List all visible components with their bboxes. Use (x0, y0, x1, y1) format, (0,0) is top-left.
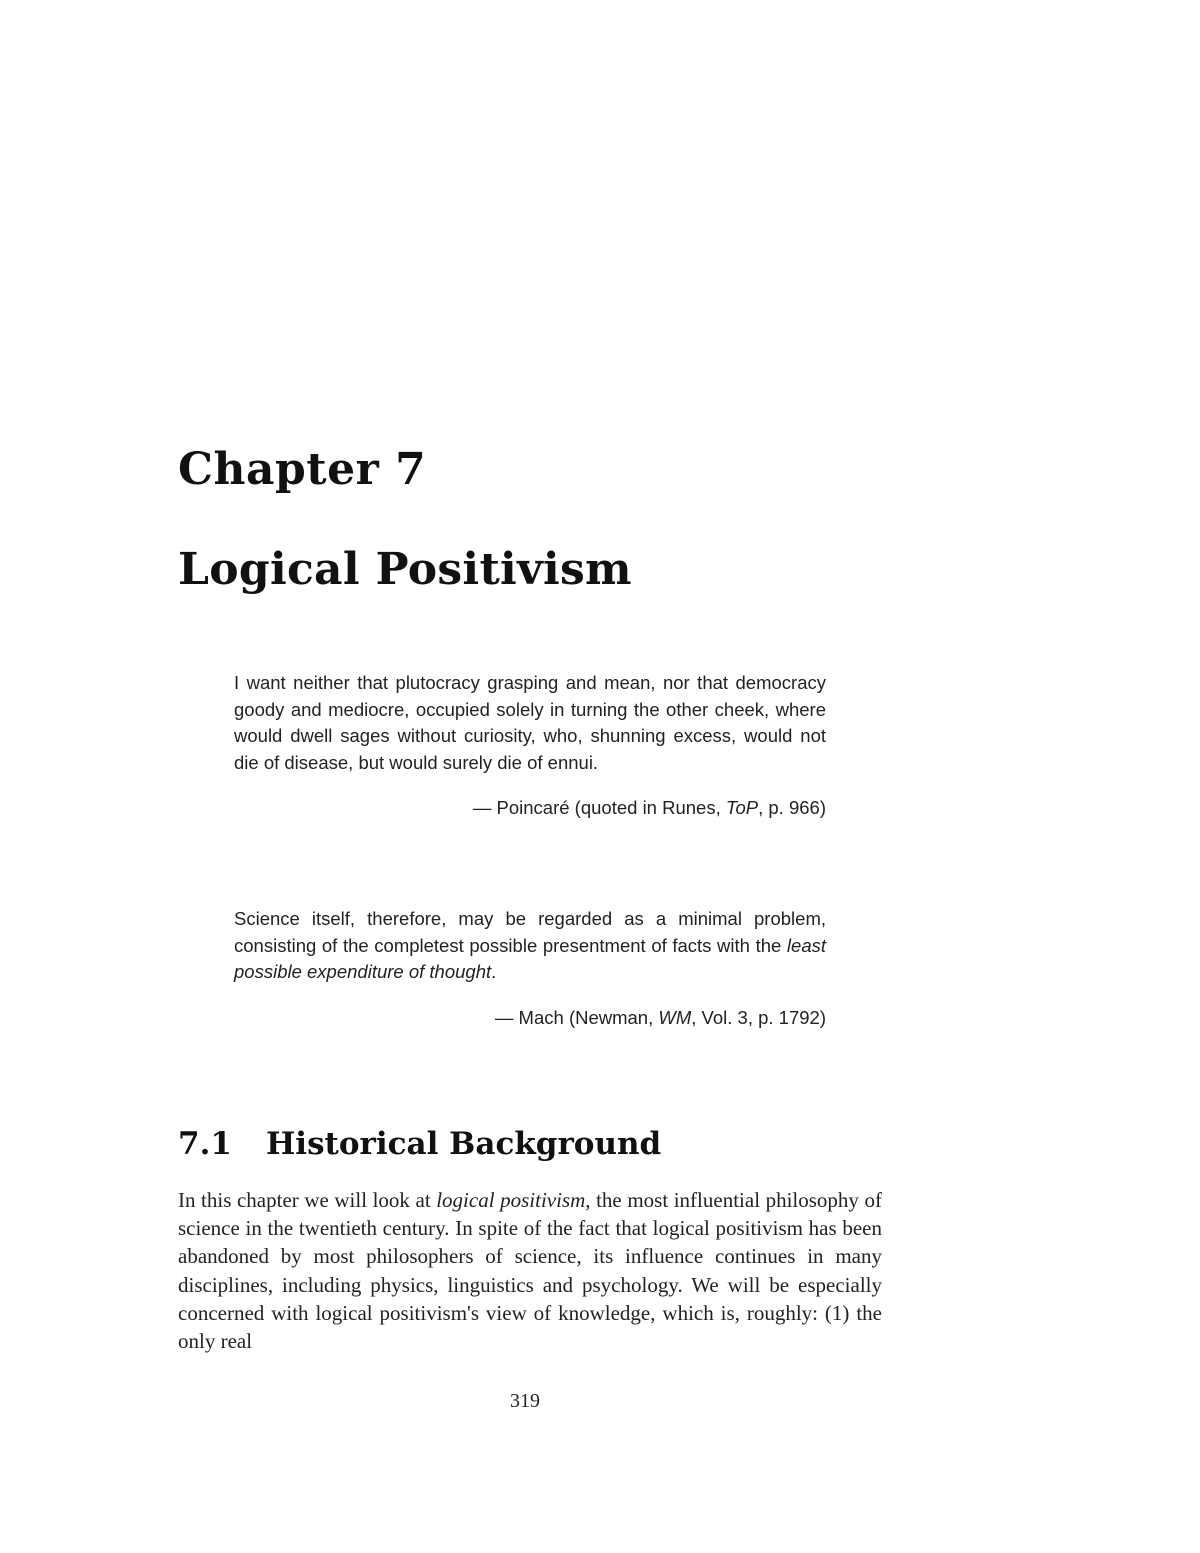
body-text-after: , the most influential philosophy of science in the twentieth century. In spite of the fact that logical positivism has been abandoned by most philosophers of science, its influence continues in many disciplines, including physics, linguistics and psychology. We will be especially concerned with logical positivism's view of knowledge, which is, roughly: (1) the only real (178, 1188, 882, 1354)
attribution-work: ToP (725, 797, 759, 819)
epigraph-attribution (234, 1005, 826, 1032)
epigraph-mach (234, 906, 826, 1031)
epigraph-poincare (234, 670, 826, 822)
body-paragraph (178, 1186, 882, 1355)
attribution-prefix: — Mach (Newman, (494, 1006, 659, 1028)
page-number: 319 (510, 1390, 540, 1412)
section-title: Historical Background (266, 1126, 662, 1162)
quote-text-before: Science itself, therefore, may be regarded as a minimal problem, consisting of the completest possible presentment of facts with the (234, 908, 826, 956)
attribution-work: WM (658, 1006, 692, 1028)
epigraph-attribution (234, 795, 826, 822)
epigraph-quote: I want neither that plutocracy grasping and mean, nor that democracy goody and mediocre, occupied solely in turning the other cheek, where would dwell sages without curiosity, who, shunning excess, would not die of disease, but would surely die of ennui. (234, 672, 826, 773)
epigraph-quote (234, 906, 826, 986)
section-heading (178, 1122, 661, 1166)
attribution-suffix: , p. 966) (758, 797, 826, 819)
chapter-title: Logical Positivism (178, 544, 632, 595)
quote-emphasis: least possible expenditure of thought (234, 934, 826, 983)
chapter-label: Chapter 7 (178, 444, 427, 495)
body-text-before: In this chapter we will look at (178, 1188, 437, 1212)
section-number: 7.1 (178, 1126, 232, 1162)
body-emphasis: logical positivism (436, 1188, 586, 1212)
attribution-prefix: — Poincaré (quoted in Runes, (472, 797, 726, 819)
quote-text-after: . (491, 961, 497, 983)
attribution-suffix: , Vol. 3, p. 1792) (691, 1006, 826, 1028)
